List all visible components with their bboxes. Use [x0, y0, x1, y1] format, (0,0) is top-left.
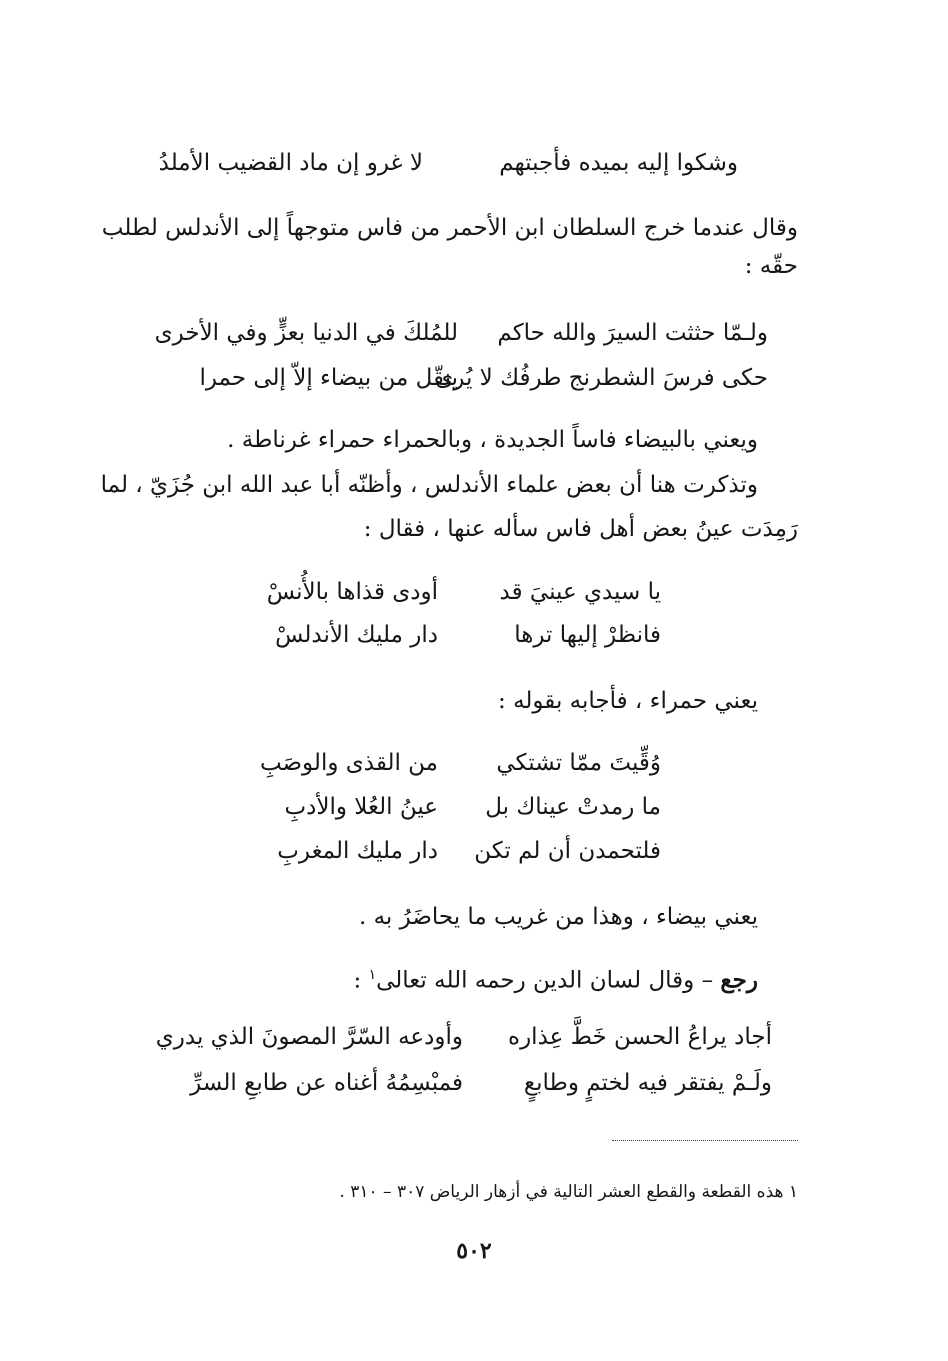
paragraph-line: وقال عندما خرج السلطان ابن الأحمر من فاس متوجهاً إلى الأندلس لطلب — [101, 215, 798, 241]
paragraph-line: رَمِدَت عينُ بعض أهل فاس سأله عنها ، فقال : — [363, 516, 798, 542]
verse-second-hemistich: عينُ العُلا والأدبِ — [284, 794, 438, 820]
poem-verse — [0, 792, 948, 822]
poem-verse — [0, 620, 948, 650]
verse-first-hemistich: يا سيدي عينيَ قد — [499, 579, 661, 605]
verse-second-hemistich: للمُلكَ في الدنيا بعزٍّ وفي الأخرى — [154, 320, 458, 346]
paragraph-line: ويعني بالبيضاء فاساً الجديدة ، وبالحمراء حمراء غرناطة . — [227, 427, 758, 453]
paragraph-line: وتذكرت هنا أن بعض علماء الأندلس ، وأظنّه أبا عبد الله ابن جُزَيّ ، لما — [100, 472, 758, 498]
return-colon: : — [353, 967, 362, 994]
poem-verse — [0, 318, 948, 348]
poem-verse — [0, 577, 948, 607]
verse-first-hemistich: حكى فرسَ الشطرنج طرفُك لا يُرى — [435, 365, 768, 391]
poem-verse — [0, 363, 948, 393]
verse-second-hemistich: لا غرو إن ماد القضيب الأملدُ — [158, 150, 423, 176]
paragraph-line: حقّه : — [744, 253, 798, 279]
footnote-marker: ١ — [368, 967, 377, 983]
poem-verse — [0, 1068, 948, 1098]
verse-second-hemistich: أودى قذاها بالأُنسْ — [266, 579, 438, 605]
page-number: ٥٠٢ — [456, 1238, 492, 1264]
verse-first-hemistich: وشكوا إليه بميده فأجبتهم — [499, 150, 738, 176]
poem-verse — [0, 748, 948, 778]
poem-verse — [0, 1022, 948, 1052]
verse-second-hemistich: من القذى والوصَبِ — [259, 750, 438, 776]
verse-second-hemistich: دار مليك المغربِ — [277, 838, 438, 864]
return-keyword: رجع — [720, 966, 758, 994]
verse-first-hemistich: ما رمدتْ عيناك بل — [485, 794, 661, 820]
verse-second-hemistich: ينقّل من بيضاء إلاّ إلى حمرا — [199, 365, 458, 391]
section-return-line — [354, 960, 758, 996]
verse-first-hemistich: فلتحمدن أن لم تكن — [474, 838, 661, 864]
verse-second-hemistich: فمبْسِمُهُ أغناه عن طابعِ السرِّ — [190, 1070, 463, 1096]
verse-second-hemistich: دار مليك الأندلسْ — [275, 622, 438, 648]
poem-verse — [0, 836, 948, 866]
verse-first-hemistich: وُقِّيتَ ممّا تشتكي — [496, 750, 661, 776]
paragraph-line: يعني بيضاء ، وهذا من غريب ما يحاضَرُ به . — [358, 904, 758, 930]
verse-first-hemistich: ولـمّا حثثت السيرَ والله حاكم — [497, 320, 768, 346]
paragraph-line: يعني حمراء ، فأجابه بقوله : — [498, 688, 758, 714]
footnote-separator — [612, 1140, 798, 1141]
footnote: ١ هذه القطعة والقطع العشر التالية في أزهار الرياض ٣٠٧ – ٣١٠ . — [339, 1182, 798, 1202]
verse-first-hemistich: ولَـمْ يفتقر فيه لختمٍ وطابعٍ — [523, 1070, 772, 1096]
verse-first-hemistich: فانظرْ إليها ترها — [514, 622, 661, 648]
verse-first-hemistich: أجاد يراعُ الحسن خَطَّ عِذاره — [508, 1024, 772, 1050]
return-text: – وقال لسان الدين رحمه الله تعالى — [376, 967, 714, 994]
opening-verse — [0, 148, 948, 178]
verse-second-hemistich: وأودعه السّرَّ المصونَ الذي يدري — [155, 1024, 463, 1050]
